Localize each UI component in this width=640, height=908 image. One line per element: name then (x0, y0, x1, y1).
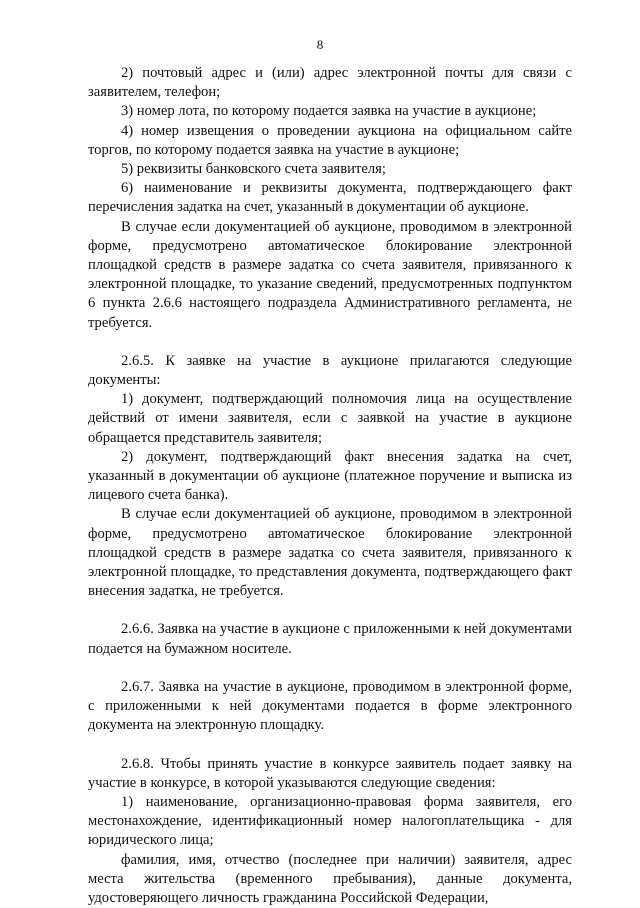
paragraph: 5) реквизиты банковского счета заявителя; (121, 161, 386, 178)
paragraph: 2.6.6. Заявка на участие в аукционе с приложенными к ней документами подается на бумажном носителе. (88, 621, 572, 657)
paragraph: 2.6.5. К заявке на участие в аукционе прилагаются следующие документы: (88, 352, 572, 389)
document-body (88, 64, 572, 908)
page-number: 8 (316, 37, 324, 52)
paragraph: 4) номер извещения о проведении аукциона на официальном сайте торгов, по которому подается заявка на участие в аукционе; (88, 122, 572, 158)
paragraph: 3) номер лота, по которому подается заявка на участие в аукционе; (121, 103, 537, 120)
paragraph: 1) документ, подтверждающий полномочия лица на осуществление действий от имени заявителя, если с заявкой на участие в аукционе обращается представитель заявителя; (88, 391, 572, 446)
paragraph: 2.6.7. Заявка на участие в аукционе, проводимом в электронной форме, с приложенными к ней документами подается в форме электронного документа на электронную площадку. (88, 678, 572, 734)
paragraph: В случае если документацией об аукционе, проводимом в электронной форме, предусмотрено автоматическое блокирование электронной площадкой средств в размере задатка со счета заявителя, привязанного к электронной площадке, то указание сведений, предусмотренных подпунктом 6 пункта 2.6.6 настоящего подраздела Административного регламента, не требуется. (88, 218, 572, 331)
paragraph: 2) почтовый адрес и (или) адрес электронной почты для связи с заявителем, телефон; (88, 65, 572, 101)
paragraph: 2.6.8. Чтобы принять участие в конкурсе заявитель подает заявку на участие в конкурсе, в которой указываются следующие сведения: (88, 755, 572, 791)
paragraph: 1) наименование, организационно-правовая форма заявителя, его местонахождение, идентификационный номер налогоплательщика - для юридического лица; (88, 793, 572, 849)
paragraph: фамилия, имя, отчество (последнее при наличии) заявителя, адрес места жительства (временного пребывания), данные документа, удостоверяющего личность гражданина Российской Федерации, (88, 851, 572, 906)
paragraph: 2) документ, подтверждающий факт внесения задатка на счет, указанный в документации об аукционе (платежное поручение и выписка из лицевого счета банка). (88, 448, 572, 504)
paragraph: 6) наименование и реквизиты документа, подтверждающего факт перечисления задатка на счет, указанный в документации об аукционе. (88, 180, 572, 216)
paragraph: В случае если документацией об аукционе, проводимом в электронной форме, предусмотрено автоматическое блокирование электронной площадкой средств в размере задатка со счета заявителя, привязанного к электронной площадке, то представления документа, подтверждающего факт внесения задатка, не требуется. (88, 506, 572, 600)
